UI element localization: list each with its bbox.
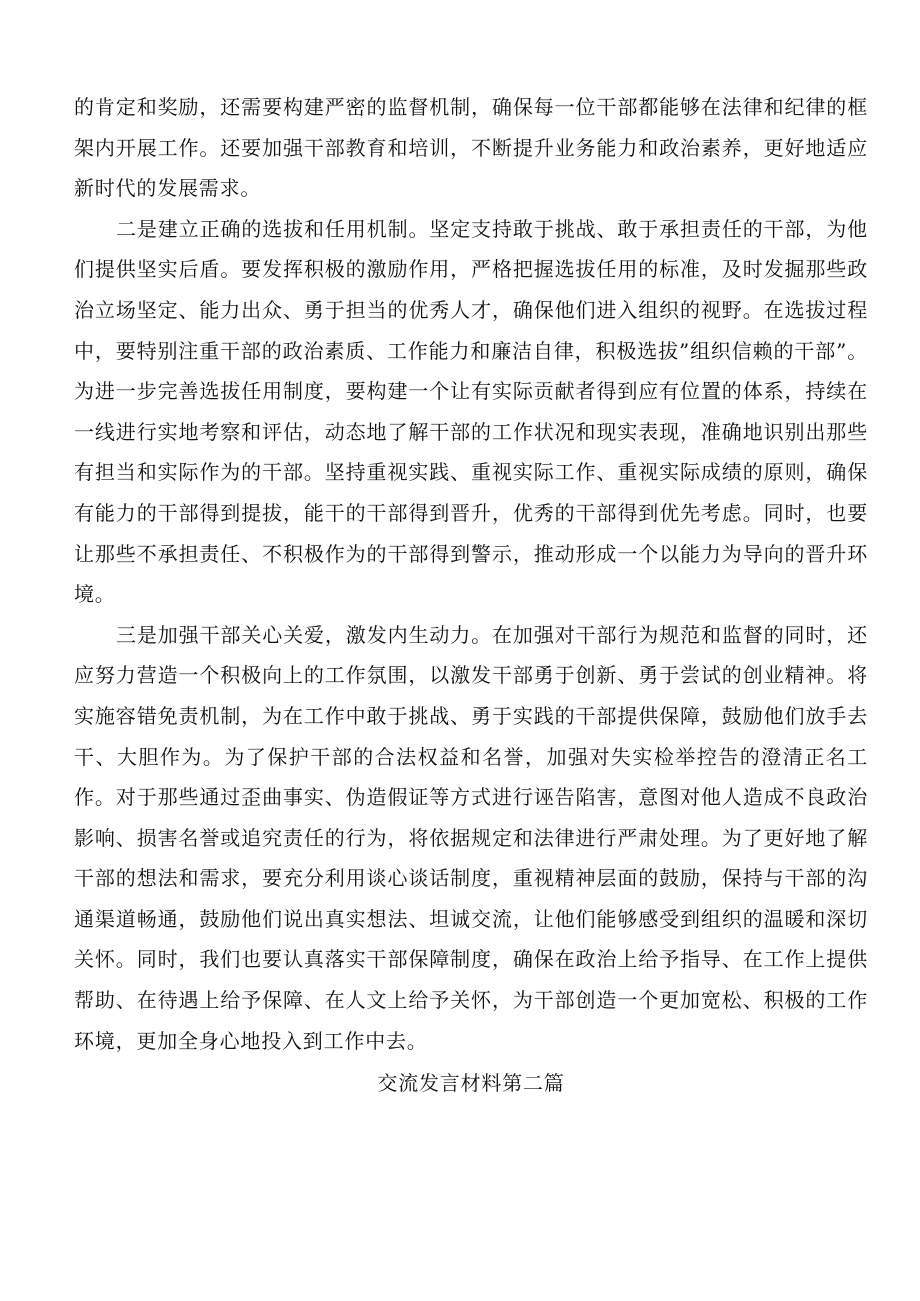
document-page (74, 87, 868, 1104)
paragraph-continuation: 的肯定和奖励，还需要构建严密的监督机制，确保每一位干部都能够在法律和纪律的框架内开展工作。还要加强干部教育和培训，不断提升业务能力和政治素养，更好地适应新时代的发展需求。 (74, 95, 868, 201)
section-title: 交流发言材料第二篇 (377, 1071, 565, 1096)
paragraph-selection-mechanism: 二是建立正确的选拔和任用机制。坚定支持敢于挑战、敢于承担责任的干部，为他们提供坚实后盾。要发挥积极的激励作用，严格把握选拔任用的标准，及时发掘那些政治立场坚定、能力出众、勇于担当的优秀人才，确保他们进入组织的视野。在选拔过程中，要特别注重干部的政治素质、工作能力和廉洁自律，积极选拔”组织信赖的干部”。为进一步完善选拔任用制度，要构建一个让有实际贡献者得到应有位置的体系，持续在一线进行实地考察和评估，动态地了解干部的工作状况和现实表现，准确地识别出那些有担当和实际作为的干部。坚持重视实践、重视实际工作、重视实际成绩的原则，确保有能力的干部得到提拔，能干的干部得到晋升，优秀的干部得到优先考虑。同时，也要让那些不承担责任、不积极作为的干部得到警示，推动形成一个以能力为导向的晋升环境。 (74, 216, 868, 607)
paragraph-cadre-care: 三是加强干部关心关爱，激发内生动力。在加强对干部行为规范和监督的同时，还应努力营造一个积极向上的工作氛围，以激发干部勇于创新、勇于尝试的创业精神。将实施容错免责机制，为在工作中敢于挑战、勇于实践的干部提供保障，鼓励他们放手去干、大胆作为。为了保护干部的合法权益和名誉，加强对失实检举控告的澄清正名工作。对于那些通过歪曲事实、伪造假证等方式进行诬告陷害，意图对他人造成不良政治影响、损害名誉或追究责任的行为，将依据规定和法律进行严肃处理。为了更好地了解干部的想法和需求，要充分利用谈心谈话制度，重视精神层面的鼓励，保持与干部的沟通渠道畅通，鼓励他们说出真实想法、坦诚交流，让他们能够感受到组织的温暖和深切关怀。同时，我们也要认真落实干部保障制度，确保在政治上给予指导、在工作上提供帮助、在待遇上给予保障、在人文上给予关怀，为干部创造一个更加宽松、积极的工作环境，更加全身心地投入到工作中去。 (74, 622, 868, 1053)
